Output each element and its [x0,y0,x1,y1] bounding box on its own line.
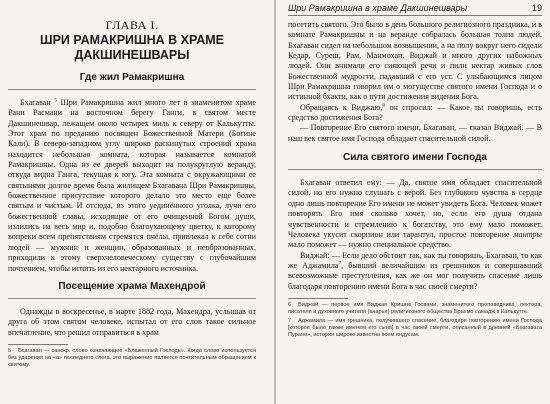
footnote-number: 6 [288,301,292,308]
footnote-ref-5[interactable]: 5 [54,97,58,104]
footnote-number: 5 [8,347,12,354]
chapter-title [8,33,256,62]
section-divider [8,89,256,90]
footnote-text: Аджамила — имя грешника, получившего спасение, благодаря повторению имени Господа [которое было также именем его сына] в час своей смерти, описанный в древней «Бхагавата Пуране», история широко известна всем индусам. [288,317,542,338]
paragraph-question [288,103,542,124]
page-number: 19 [531,3,542,13]
paragraph-visit: Однажды в воскресенье, в марте 1882 года, Махендра, услышав от друга об этом святом человеке, испытал от его слов такое сильное впечатление, что решил отправиться в храм [8,306,256,337]
chapter-title-line1: ШРИ РАМАКРИШНА В ХРАМЕ [40,33,224,47]
chapter-number: ГЛАВА I. [105,18,159,32]
mantra-italic: мантры [513,229,542,239]
left-page [0,0,274,404]
paragraph-text: Виджай: — Если дело обстоит так, как ты говоришь, Бхагаван, то как же Аджамила [288,250,542,270]
right-page [276,0,550,404]
paragraph-text: он спросил: — Какое ты говоришь, есть средство достижения Бога? [288,102,543,123]
section-title-where-lived: Где жил Рамакришна [79,72,185,83]
section-title-holy-name: Сила святого имени Господа [343,152,487,164]
footnote-5 [8,348,256,369]
footnote-7 [288,318,542,339]
footnote-6 [288,302,542,316]
paragraph-text: , бывший величайшим из грешников и совершавший всевозможные преступления, как же он мог получить спасение лишь благодаря повторению имени Бога в час своей смерти? [288,260,542,291]
footnote-ref-7[interactable]: 7 [338,260,342,267]
paragraph-ajamila [288,251,542,292]
chapter-title-line2: ДАКШИНЕШВАРЫ [74,47,190,62]
paragraph-text: Обращаясь к Виджаю, [300,102,383,112]
paragraph-holy-name [288,178,542,250]
paragraph-answer: — Повторение Его святого имени, Бхагаван, — сказал Виджай. — В наш век святое имя Господа обладает спасительной силой. [288,123,542,143]
paragraph-text: Бхагаван ответил ему: — Да, святое имя обладает спасительной силой, но его нужно слушать с верой. Без глубокого чувства в сердце одно лишь повторение Его имени не может увидеть Бога. Человек может повторять Его имя сколько хочет, но, если его душа отдана чувственности и стремлению к богатству, это ему мало поможет. Человека укусит скорпион или тарантул, простое повторение [288,178,542,239]
footnote-text: Бхагаван — санскр. слово означающее «Блаженный Господь». Когда слово используется без ударения на «а» последнего слога, это выражение является почтительным обращением к святому. [8,347,256,368]
paragraph-where-lived [8,98,256,274]
footnote-ref-6[interactable]: 6 [382,102,386,109]
running-head [288,3,542,16]
section-divider [8,298,256,299]
paragraph-festival: посетить святого. Это было в день большого религиозного праздника, и в комнате Рамакришны и на веранде собралась большая толпа людей. Бхагаван сидел на небольшом возвышении, а на полу вокруг него сидели Кедар, Суреш, Рам, Манмохан, Виджай и много других набожных людей. Они внимали его сияющей речи и пили нектар живых слов Божественной мудрости, падавший с его уст. С улыбающимся лицом Шри Рамакришна говорил им о могуществе святого имени Господа и о истинной бхакти, как о пути достижения видения Бога. [288,20,542,102]
paragraph-text: Бхагаван [20,98,55,107]
paragraph-text: Шри Рамакришна жил много лет в знаменитом храме Рани Расмани на восточном берегу Ганги, в святом месте Дакшинешвар, лежащем около четырех миль к северу от Калькутты. Этот храм по преданию посвящен Божественной Матери (Богине Кали). В северо-западном углу широко раскинутых строений храма находится небольшая комната, которая называется комнатой Рамакришны. Одна из ее дверей выходит на полукруглую веранду, откуда видна Ганга, текущая к югу. Эта комната с окружающими ее святынями долгое время была жилищем Бхагавана Шри Рамакришны, божественное присутствие которого делало это место еще более святым и чистым. И отсюда, из этого уединённого уголка, лучи его божественной славы, исходящие от его очищенной Богом души, излились на весь мир и, подобно благоухающему цветку, к которому вопреки всем препятствиям стремятся пчёлы, привлекал к себе сотни людей — мужчин и женщин, образованных и необразованных, приходили к этому сверхчеловеческому существу с глубочайшим почтением, чтобы испить из его нектарного источника. [8,98,256,273]
footnote-number: 7 [288,317,292,324]
section-title-visit: Посещение храма Махендрой [58,280,206,292]
footnote-divider [8,344,68,345]
footnote-divider [288,298,348,299]
footnote-text: Виджай — первое имя Виджая Кришна Госвами, знаменитого проповедника, лектора, писателя и духовного учителя (ачарья) религиозного общества Брахмо самадж в Калькутте. [288,301,542,315]
paragraph-text: мало поможет — нужно специальное средство. [288,240,451,250]
section-divider [288,169,542,170]
running-head-title: Шри Рамакришна в храме Дакшинешвары [288,3,468,13]
